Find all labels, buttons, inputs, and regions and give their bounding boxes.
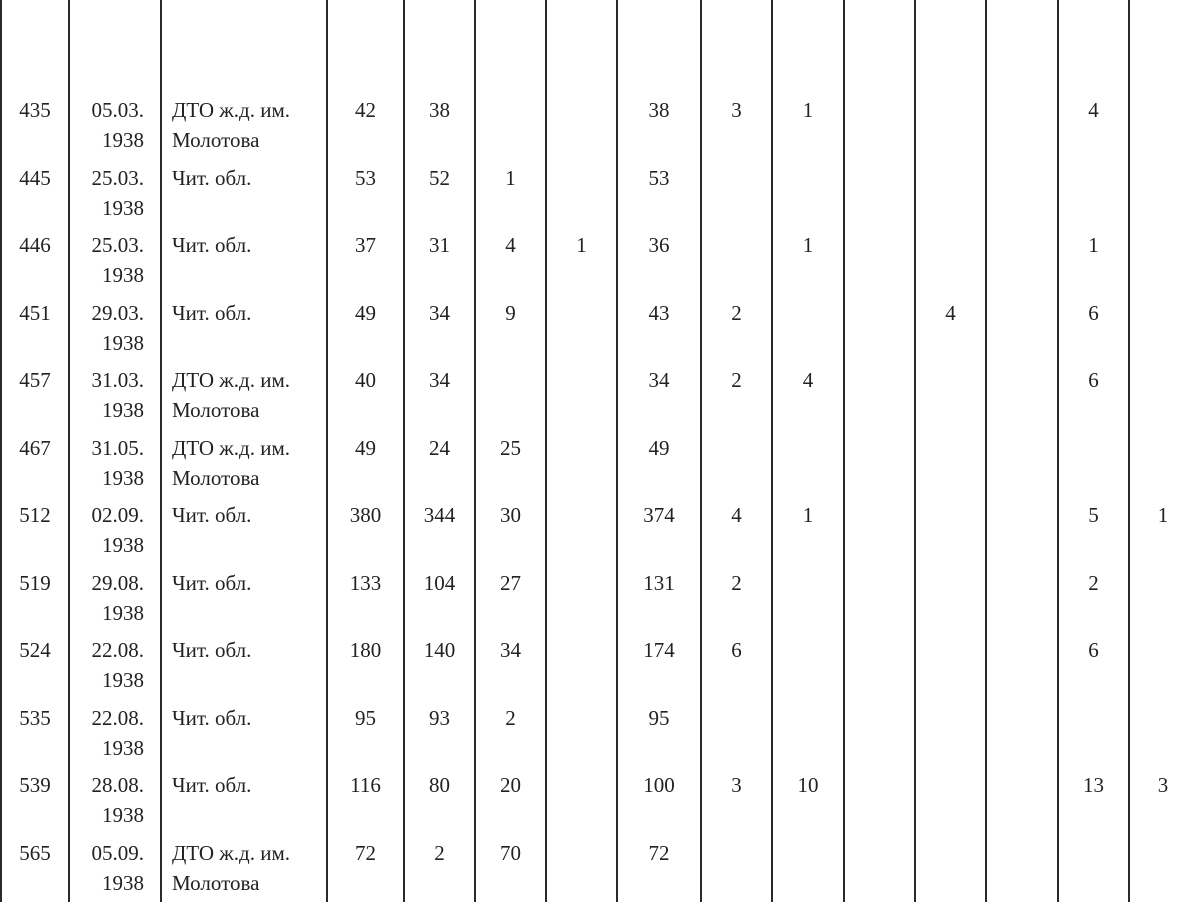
date-line: 1938 — [102, 803, 144, 827]
count-cell-c5: 131 — [643, 570, 675, 595]
count-cell-c5: 100 — [643, 773, 675, 797]
count-cell-c5: 95 — [648, 705, 670, 730]
count-cell-c1: 380 — [349, 503, 382, 527]
count-cell-c3: 30 — [500, 503, 521, 527]
date-line: 1938 — [102, 195, 144, 220]
record-number-cell: 565 — [19, 840, 51, 865]
count-cell-c6: 3 — [731, 773, 742, 797]
count-cell-c3: 20 — [500, 773, 521, 797]
date-cell — [70, 163, 144, 223]
count-cell-c2: 52 — [429, 165, 450, 190]
count-cell-c5: 72 — [648, 840, 670, 865]
date-line: 29.08. — [91, 570, 144, 595]
count-cell-c1: 40 — [355, 368, 376, 392]
count-cell-c11: 5 — [1088, 503, 1099, 527]
table-row — [0, 838, 1200, 905]
record-number-cell: 512 — [19, 503, 51, 527]
date-line: 22.08. — [91, 705, 144, 730]
organization-line: Чит. обл. — [172, 300, 252, 325]
record-number-cell: 435 — [19, 98, 51, 122]
table-row — [0, 95, 1200, 162]
count-cell-c7: 4 — [802, 368, 814, 392]
organization-cell — [172, 95, 322, 155]
count-cell-c5: 34 — [648, 368, 670, 392]
organization-line: Чит. обл. — [172, 165, 252, 190]
date-cell — [70, 230, 144, 290]
count-cell-c2: 34 — [429, 300, 450, 325]
table-row — [0, 703, 1200, 770]
count-cell-c2: 140 — [423, 638, 456, 662]
count-cell-c11: 6 — [1088, 300, 1099, 325]
count-cell-c3: 25 — [500, 435, 521, 460]
organization-cell — [172, 500, 322, 530]
count-cell-c11: 6 — [1088, 638, 1099, 662]
count-cell-c1: 133 — [349, 570, 382, 595]
date-line: 31.03. — [91, 368, 144, 392]
count-cell-c12: 3 — [1157, 773, 1169, 797]
table-row — [0, 365, 1200, 432]
count-cell-c9: 4 — [945, 300, 956, 325]
count-cell-c11: 4 — [1088, 98, 1099, 122]
date-cell — [70, 703, 144, 763]
record-number-cell: 451 — [19, 300, 51, 325]
count-cell-c2: 2 — [434, 840, 445, 865]
count-cell-c3: 1 — [505, 165, 516, 190]
date-line: 02.09. — [91, 503, 144, 527]
count-cell-c3: 9 — [505, 300, 516, 325]
count-cell-c3: 2 — [505, 705, 516, 730]
table-row — [0, 500, 1200, 567]
organization-line: Чит. обл. — [172, 705, 252, 730]
count-cell-c3: 4 — [505, 233, 516, 257]
date-cell — [70, 500, 144, 560]
organization-line: ДТО ж.д. им. — [172, 435, 291, 460]
count-cell-c5: 374 — [643, 503, 675, 527]
date-line: 25.03. — [91, 165, 144, 190]
count-cell-c1: 95 — [355, 705, 376, 730]
record-number-cell: 539 — [19, 773, 51, 797]
date-line: 1938 — [102, 263, 144, 287]
organization-cell — [172, 163, 322, 193]
record-number-cell: 467 — [19, 435, 51, 460]
date-line: 05.03. — [91, 98, 144, 122]
date-cell — [70, 770, 144, 830]
organization-cell — [172, 703, 322, 733]
organization-line: Молотова — [172, 870, 260, 895]
date-line: 28.08. — [91, 773, 144, 797]
count-cell-c1: 37 — [355, 233, 376, 257]
table-row — [0, 433, 1200, 500]
count-cell-c7: 1 — [802, 503, 814, 527]
date-line: 1938 — [102, 870, 144, 895]
count-cell-c1: 49 — [355, 300, 376, 325]
count-cell-c4: 1 — [576, 233, 587, 257]
date-line: 25.03. — [91, 233, 144, 257]
count-cell-c6: 6 — [731, 638, 742, 662]
count-cell-c6: 3 — [731, 98, 742, 122]
count-cell-c6: 2 — [731, 368, 742, 392]
date-cell — [70, 365, 144, 425]
date-line: 1938 — [102, 128, 144, 152]
count-cell-c2: 344 — [423, 503, 456, 527]
organization-line: ДТО ж.д. им. — [172, 840, 291, 865]
count-cell-c6: 2 — [731, 570, 742, 595]
table-row — [0, 163, 1200, 230]
date-line: 05.09. — [91, 840, 144, 865]
count-cell-c3: 27 — [500, 570, 521, 595]
organization-cell — [172, 365, 322, 425]
organization-line: Молотова — [172, 128, 260, 152]
organization-cell — [172, 433, 322, 493]
count-cell-c2: 104 — [423, 570, 456, 595]
date-line: 1938 — [102, 465, 144, 490]
organization-line: Чит. обл. — [172, 773, 252, 797]
date-cell — [70, 95, 144, 155]
organization-cell — [172, 770, 322, 800]
date-cell — [70, 635, 144, 695]
organization-line: Чит. обл. — [172, 233, 252, 257]
date-line: 22.08. — [91, 638, 144, 662]
table-row — [0, 770, 1200, 837]
organization-cell — [172, 635, 322, 665]
table-row — [0, 230, 1200, 297]
date-line: 1938 — [102, 600, 144, 625]
count-cell-c11: 6 — [1088, 368, 1099, 392]
count-cell-c11: 13 — [1083, 773, 1104, 797]
count-cell-c5: 38 — [648, 98, 670, 122]
date-cell — [70, 838, 144, 898]
count-cell-c1: 72 — [355, 840, 376, 865]
count-cell-c12: 1 — [1157, 503, 1169, 527]
count-cell-c2: 34 — [429, 368, 450, 392]
date-line: 1938 — [102, 735, 144, 760]
count-cell-c7: 10 — [797, 773, 819, 797]
count-cell-c6: 2 — [731, 300, 742, 325]
count-cell-c5: 43 — [648, 300, 670, 325]
date-cell — [70, 568, 144, 628]
count-cell-c5: 53 — [648, 165, 670, 190]
organization-line: ДТО ж.д. им. — [172, 368, 291, 392]
count-cell-c11: 2 — [1088, 570, 1099, 595]
count-cell-c5: 49 — [648, 435, 670, 460]
count-cell-c11: 1 — [1088, 233, 1099, 257]
organization-cell — [172, 230, 322, 260]
count-cell-c1: 180 — [349, 638, 382, 662]
date-line: 1938 — [102, 668, 144, 692]
organization-line: Молотова — [172, 465, 260, 490]
count-cell-c2: 80 — [429, 773, 450, 797]
count-cell-c5: 36 — [648, 233, 670, 257]
organization-line: ДТО ж.д. им. — [172, 98, 291, 122]
count-cell-c2: 24 — [429, 435, 450, 460]
table-row — [0, 568, 1200, 635]
organization-line: Чит. обл. — [172, 638, 252, 662]
record-number-cell: 445 — [19, 165, 51, 190]
date-line: 1938 — [102, 533, 144, 557]
record-number-cell: 519 — [19, 570, 51, 595]
date-line: 29.03. — [91, 300, 144, 325]
date-line: 31.05. — [91, 435, 144, 460]
organization-line: Чит. обл. — [172, 503, 252, 527]
count-cell-c6: 4 — [731, 503, 742, 527]
date-cell — [70, 298, 144, 358]
count-cell-c1: 49 — [355, 435, 376, 460]
count-cell-c1: 116 — [350, 773, 381, 797]
count-cell-c2: 93 — [429, 705, 450, 730]
record-number-cell: 524 — [19, 638, 51, 662]
organization-cell — [172, 568, 322, 598]
table-row — [0, 298, 1200, 365]
count-cell-c7: 1 — [802, 233, 814, 257]
count-cell-c5: 174 — [643, 638, 675, 662]
organization-cell — [172, 298, 322, 328]
record-number-cell: 535 — [19, 705, 51, 730]
record-number-cell: 457 — [19, 368, 51, 392]
count-cell-c7: 1 — [802, 98, 814, 122]
count-cell-c2: 31 — [429, 233, 450, 257]
record-number-cell: 446 — [19, 233, 51, 257]
count-cell-c3: 70 — [500, 840, 521, 865]
organization-line: Молотова — [172, 398, 260, 422]
organization-line: Чит. обл. — [172, 570, 252, 595]
table-row — [0, 635, 1200, 702]
count-cell-c3: 34 — [500, 638, 521, 662]
count-cell-c1: 53 — [355, 165, 376, 190]
organization-cell — [172, 838, 322, 898]
date-line: 1938 — [102, 398, 144, 422]
date-line: 1938 — [102, 330, 144, 355]
count-cell-c2: 38 — [429, 98, 450, 122]
count-cell-c1: 42 — [355, 98, 376, 122]
date-cell — [70, 433, 144, 493]
